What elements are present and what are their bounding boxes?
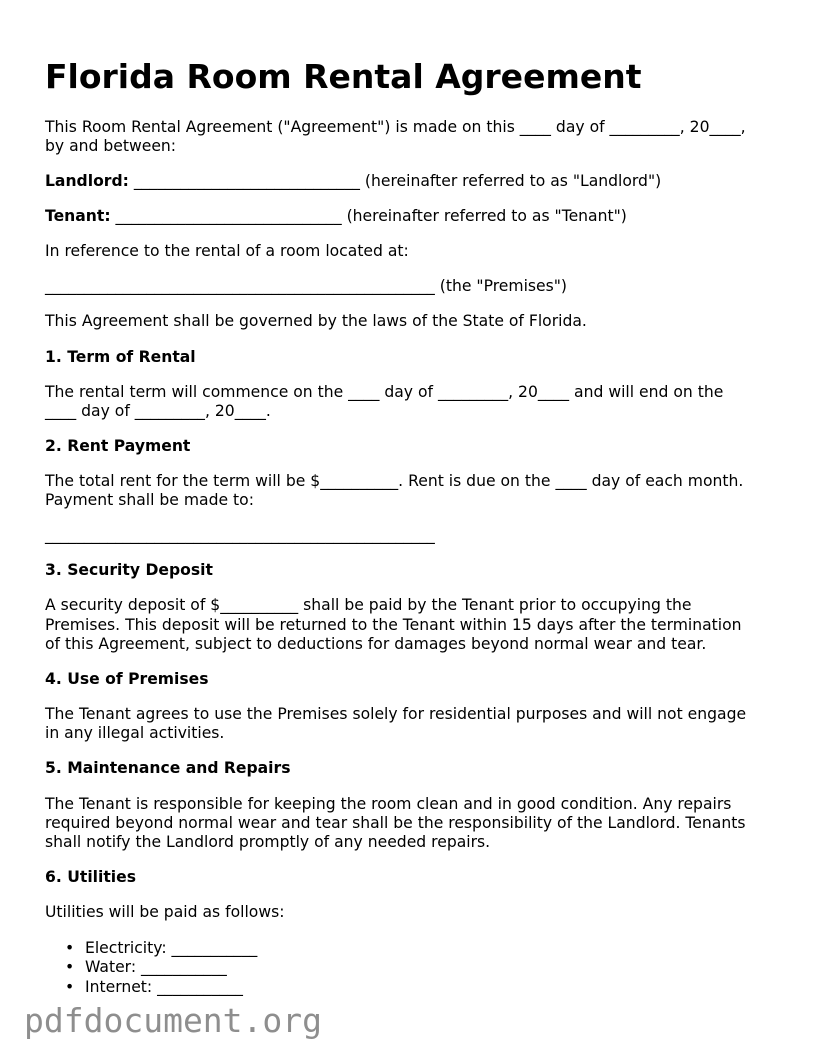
maintenance-line-1: The Tenant is responsible for keeping the room clean and in good condition. Any repairs bbox=[45, 795, 732, 813]
landlord-line bbox=[45, 172, 661, 191]
intro-line-1: This Room Rental Agreement ("Agreement") is made on this ____ day of _________, 20____, bbox=[45, 118, 746, 136]
tenant-line bbox=[45, 207, 627, 226]
list-item bbox=[45, 958, 257, 977]
intro-line-2: by and between: bbox=[45, 137, 177, 155]
section-heading-use: 4. Use of Premises bbox=[45, 670, 209, 688]
term-line-1: The rental term will commence on the ____ day of _________, 20____ and will end on the bbox=[45, 383, 724, 401]
utility-electricity: Electricity: ___________ bbox=[85, 939, 258, 957]
utilities-list bbox=[45, 939, 257, 997]
document-title: Florida Room Rental Agreement bbox=[45, 57, 642, 96]
landlord-blank: _____________________________ (hereinafter referred to as "Landlord") bbox=[128, 172, 662, 190]
list-item bbox=[45, 939, 257, 958]
section-heading-term: 1. Term of Rental bbox=[45, 348, 196, 366]
utilities-intro: Utilities will be paid as follows: bbox=[45, 903, 285, 921]
rent-line-2: Payment shall be made to: bbox=[45, 491, 254, 509]
premises-line: __________________________________________________ (the "Premises") bbox=[45, 277, 568, 295]
section-heading-deposit: 3. Security Deposit bbox=[45, 561, 213, 579]
rent-payee-blank: __________________________________________________ bbox=[45, 526, 435, 544]
list-item bbox=[45, 978, 257, 997]
tenant-blank: _____________________________ (hereinafter referred to as "Tenant") bbox=[110, 207, 627, 225]
section-heading-maintenance: 5. Maintenance and Repairs bbox=[45, 759, 291, 777]
use-line-2: in any illegal activities. bbox=[45, 724, 225, 742]
governing-law-text: This Agreement shall be governed by the laws of the State of Florida. bbox=[45, 312, 587, 330]
watermark: pdfdocument.org bbox=[24, 1001, 323, 1040]
section-heading-rent: 2. Rent Payment bbox=[45, 437, 191, 455]
term-line-2: ____ day of _________, 20____. bbox=[45, 402, 271, 420]
bullet-icon: • bbox=[65, 977, 75, 996]
deposit-line-3: of this Agreement, subject to deductions for damages beyond normal wear and tear. bbox=[45, 635, 707, 653]
section-heading-utilities: 6. Utilities bbox=[45, 868, 137, 886]
deposit-line-1: A security deposit of $__________ shall be paid by the Tenant prior to occupying the bbox=[45, 596, 692, 614]
landlord-label: Landlord: bbox=[45, 172, 129, 190]
maintenance-line-2: required beyond normal wear and tear shall be the responsibility of the Landlord. Tenants bbox=[45, 814, 746, 832]
use-line-1: The Tenant agrees to use the Premises solely for residential purposes and will not engage bbox=[45, 705, 747, 723]
rent-line-1: The total rent for the term will be $__________. Rent is due on the ____ day of each month. bbox=[45, 472, 744, 490]
deposit-line-2: Premises. This deposit will be returned to the Tenant within 15 days after the termination bbox=[45, 616, 742, 634]
reference-text: In reference to the rental of a room located at: bbox=[45, 242, 409, 260]
utility-internet: Internet: ___________ bbox=[85, 977, 243, 996]
maintenance-line-3: shall notify the Landlord promptly of any needed repairs. bbox=[45, 833, 491, 851]
bullet-icon: • bbox=[65, 958, 75, 977]
tenant-label: Tenant: bbox=[45, 207, 111, 225]
utility-water: Water: ___________ bbox=[85, 958, 227, 977]
bullet-icon: • bbox=[65, 939, 75, 957]
